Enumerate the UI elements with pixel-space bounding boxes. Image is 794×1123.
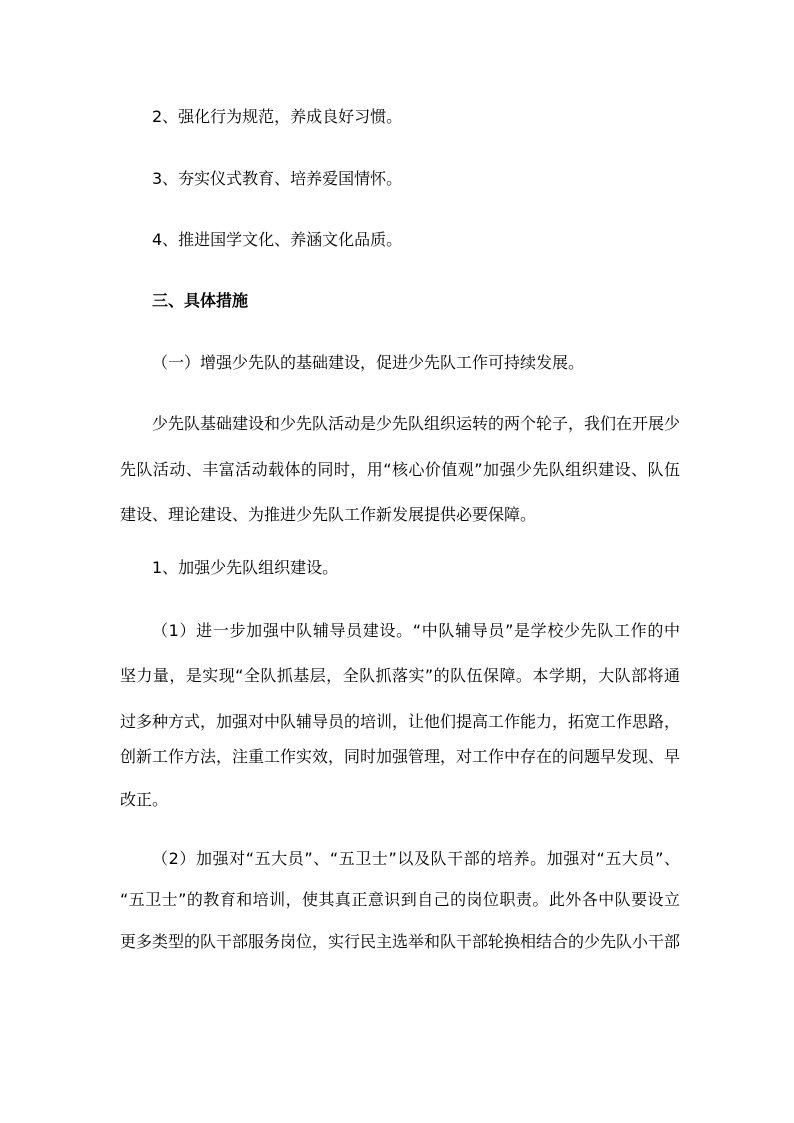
paragraph-line: 坚力量，是实现“全队抓基层，全队抓落实”的队伍保障。本学期，大队部将通 [120, 666, 680, 685]
paragraph-line: 少先队基础建设和少先队活动是少先队组织运转的两个轮子，我们在开展少 [152, 414, 681, 433]
paragraph-line: “五卫士”的教育和培训，使其真正意识到自己的岗位职责。此外各中队要设立 [120, 890, 680, 909]
paragraph-line: （1）进一步加强中队辅导员建设。“中队辅导员”是学校少先队工作的中 [152, 621, 680, 640]
subsection-heading: （一）增强少先队的基础建设，促进少先队工作可持续发展。 [152, 353, 585, 372]
section-heading: 三、具体措施 [152, 291, 249, 310]
paragraph-line: （2）加强对“五大员”、“五卫士”以及队干部的培养。加强对“五大员”、 [152, 849, 680, 868]
paragraph-line: 先队活动、丰富活动载体的同时，用“核心价值观”加强少先队组织建设、队伍 [120, 460, 680, 479]
paragraph-line: 过多种方式，加强对中队辅导员的培训，让他们提高工作能力，拓宽工作思路， [120, 712, 681, 731]
paragraph-line: 创新工作方法，注重工作实效，同时加强管理，对工作中存在的问题早发现、早 [120, 747, 681, 766]
paragraph-line: 建设、理论建设、为推进少先队工作新发展提供必要保障。 [120, 505, 537, 524]
paragraph-line: 改正。 [120, 790, 169, 809]
paragraph-line: 更多类型的队干部服务岗位，实行民主选举和队干部轮换相结合的少先队小干部 [120, 932, 681, 951]
list-item: 4、推进国学文化、养涵文化品质。 [152, 230, 403, 249]
item-heading: 1、加强少先队组织建设。 [152, 558, 339, 577]
list-item: 2、强化行为规范，养成良好习惯。 [152, 107, 403, 126]
list-item: 3、夯实仪式教育、培养爱国情怀。 [152, 169, 403, 188]
